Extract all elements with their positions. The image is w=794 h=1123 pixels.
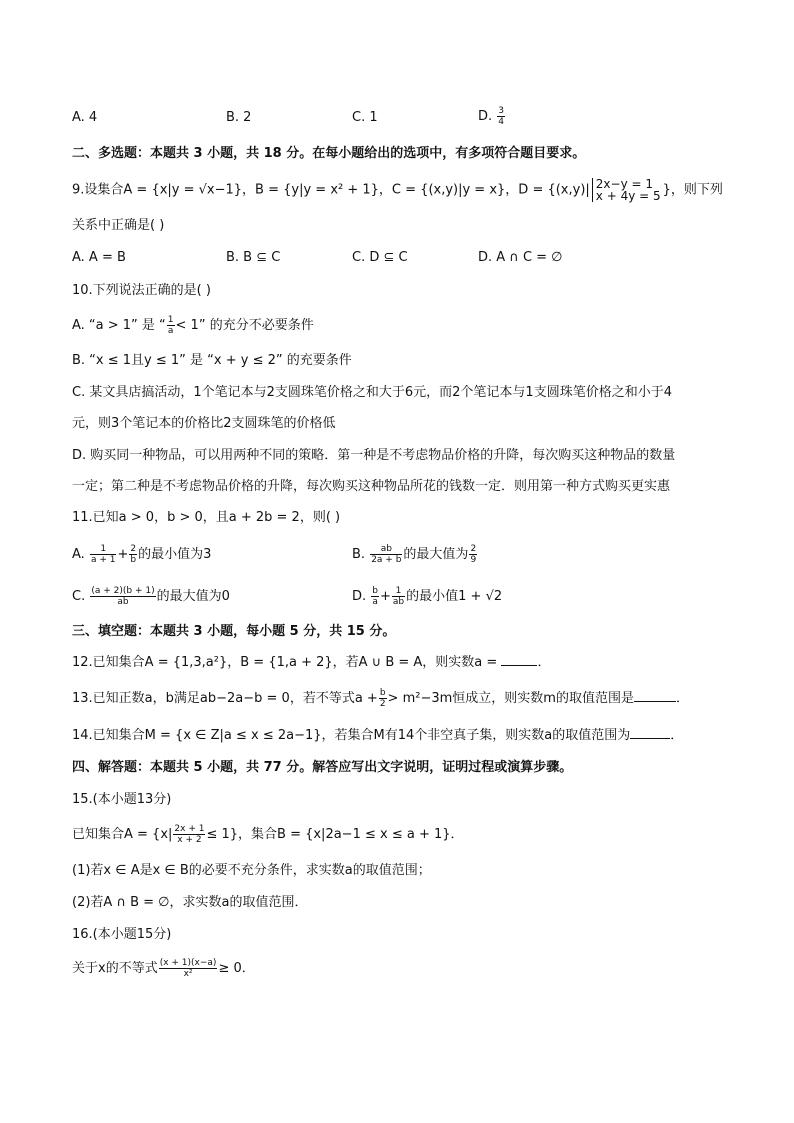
q15-title: 15.(本小题13分): [72, 792, 172, 807]
q8-option-d-fraction: $\frac{3}{4}$: [498, 106, 505, 127]
q14-stem: 14.已知集合M = {x ∈ Z|a ≤ x ≤ 2a−1}，若集合M有14个非空真子集，则实数a的取值范围为 ．: [72, 728, 684, 743]
q9-option-b: B. B ⊆ C: [226, 250, 281, 265]
q10-option-c-line1: C. 某文具店搞活动，1个笔记本与2支圆珠笔价格之和大于6元，而2个笔记本与1支圆珠笔价格之和小于4: [72, 385, 672, 400]
q11-option-d: D. $\frac{b}{a}$ + $\frac{1}{ab}$ 的最小值1 + √2: [352, 586, 503, 607]
q16-given: 关于x的不等式 $\frac{(x + 1)(x-a)}{\text{x²}}$ ≥ 0．: [72, 958, 255, 979]
q10-stem: 10.下列说法正确的是( ): [72, 283, 211, 298]
q9-stem-line2: 关系中正确是( ): [72, 218, 165, 233]
q10-option-d-line1: D. 购买同一种物品，可以用两种不同的策略．第一种是不考虑物品价格的升降，每次购买这种物品的数量: [72, 448, 676, 463]
q11-stem: 11.已知a > 0，b > 0，且a + 2b = 2，则( ): [72, 510, 341, 525]
q8-option-d-label: D.: [478, 109, 493, 124]
q15-part-2: (2)若A ∩ B = ∅，求实数a的取值范围．: [72, 895, 308, 910]
q11-option-c: C. $\frac{(a + 2)(b + 1)}{ab}$ 的最大值为0: [72, 586, 230, 607]
q11-option-a: A. $\frac{1}{a + 1}$ + $\frac{2}{b}$ 的最小值为3: [72, 544, 212, 565]
q8-option-b: B. 2: [226, 110, 252, 125]
section-3-heading: 三、填空题：本题共 3 小题，每小题 5 分，共 15 分。: [72, 624, 396, 639]
q8-option-a: A. 4: [72, 110, 98, 125]
q10-option-b: B. “x ≤ 1且y ≤ 1” 是 “x + y ≤ 2” 的充要条件: [72, 353, 352, 368]
q8-option-d: [478, 106, 506, 127]
q10-option-a: A. “a > 1” 是 “ $\frac{1}{a}$ < 1” 的充分不必要条件: [72, 315, 314, 336]
q15-given: 已知集合A = {x| $\frac{2x + 1}{x + 2}$ ≤ 1}，集合B = {x|2a−1 ≤ x ≤ a + 1}．: [72, 824, 464, 845]
q9-stem: 9.设集合A = {x|y = √x−1}，B = {y|y = x² + 1}，C = {(x,y)|y = x}，D = {(x,y)| 2x−y = 1 x + 4y = 5 }，则下列: [72, 177, 723, 203]
section-4-heading: 四、解答题：本题共 5 小题，共 77 分。解答应写出文字说明，证明过程或演算步骤。: [72, 760, 573, 775]
section-2-heading: 二、多选题：本题共 3 小题，共 18 分。在每小题给出的选项中，有多项符合题目要求。: [72, 146, 586, 161]
q11-option-b: B. $\frac{ab}{2a + b}$ 的最大值为 $\frac{2}{9}$: [352, 544, 477, 565]
q12-stem: 12.已知集合A = {1,3,a²}，B = {1,a + 2}，若A ∪ B = A，则实数a = ．: [72, 655, 551, 670]
q9-option-c: C. D ⊆ C: [352, 250, 408, 265]
q10-option-d-line2: 一定；第二种是不考虑物品价格的升降，每次购买这种物品所花的钱数一定．则用第一种方式购买更实惠: [72, 479, 671, 494]
q9-equation-system: 2x−y = 1 x + 4y = 5: [592, 178, 661, 202]
q9-option-d: D. A ∩ C = ∅: [478, 250, 563, 265]
q9-option-a: A. A = B: [72, 250, 126, 265]
q15-part-1: (1)若x ∈ A是x ∈ B的必要不充分条件，求实数a的取值范围；: [72, 863, 431, 878]
q16-title: 16.(本小题15分): [72, 927, 172, 942]
q10-option-c-line2: 元，则3个笔记本的价格比2支圆珠笔的价格低: [72, 416, 336, 431]
q8-option-c: C. 1: [352, 110, 378, 125]
q13-stem: 13.已知正数a，b满足ab−2a−b = 0，若不等式a + $\frac{b}{2}$ > m²−3m恒成立，则实数m的取值范围是 ．: [72, 688, 689, 709]
